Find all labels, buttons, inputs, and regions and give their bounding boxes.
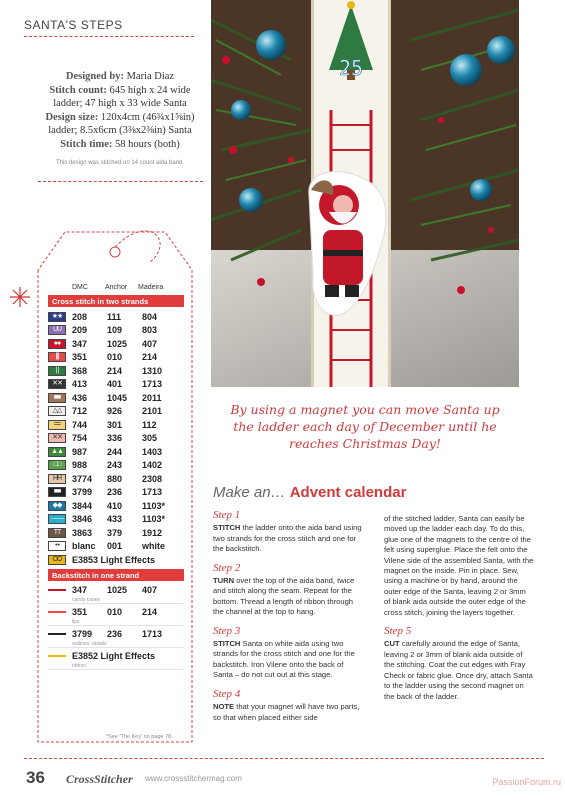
backstitch-note: ribbon — [48, 662, 184, 670]
anchor-code: 001 — [107, 541, 123, 552]
thread-row — [48, 351, 184, 365]
madeira-code: 1403 — [142, 446, 163, 457]
section-title: SANTA'S STEPS — [24, 18, 123, 32]
dmc-code: 351 — [72, 606, 88, 617]
madeira-code: 1912 — [142, 527, 163, 538]
symbol-swatch: == — [48, 420, 66, 430]
count-label: Stitch count: — [49, 84, 107, 96]
dmc-code: 368 — [72, 365, 88, 376]
anchor-code: 236 — [107, 628, 123, 639]
anchor-code: 401 — [107, 379, 123, 390]
anchor-code: 1045 — [107, 392, 128, 403]
advent-number: 25 — [338, 56, 364, 80]
anchor-code: 410 — [107, 500, 123, 511]
backstitch-light-effects: E3852 Light Effects — [72, 650, 156, 661]
thread-row — [48, 364, 184, 378]
magazine-brand: CrossStitcher — [66, 772, 133, 786]
symbol-swatch: △△ — [48, 406, 66, 416]
thread-row — [48, 486, 184, 500]
thread-row — [48, 391, 184, 405]
pull-quote: By using a magnet you can move Santa up the ladder each day of December until he reaches Christmas Day! — [230, 402, 500, 451]
anchor-code: 1025 — [107, 584, 128, 595]
symbol-swatch: □□ — [48, 460, 66, 470]
thread-row — [48, 378, 184, 392]
designer-label: Designed by: — [65, 71, 124, 82]
anchor-code: 243 — [107, 460, 123, 471]
header-dmc: DMC — [72, 284, 88, 291]
anchor-code: 1025 — [107, 338, 128, 349]
dmc-code: 347 — [72, 584, 88, 595]
dmc-code: 3846 — [72, 514, 93, 525]
snowflake-icon — [0, 282, 40, 312]
dmc-code: 988 — [72, 460, 88, 471]
anchor-code: 214 — [107, 365, 123, 376]
backstitch-row — [48, 628, 184, 648]
stitch-time: 58 hours (both) — [115, 138, 180, 150]
line-swatch — [48, 652, 66, 660]
product-photo — [211, 0, 519, 387]
dmc-code: 754 — [72, 433, 88, 444]
madeira-code: 112 — [142, 419, 157, 430]
madeira-code: 214 — [142, 352, 158, 363]
dmc-code: 351 — [72, 352, 88, 363]
step-4-continued: of the stitched ladder, Santa can easily be moved up the ladder each day. To do this, glue one of the magnets to the centre of the felt using superglue. Place the felt onto the Vilene side of the assembled Santa, with the magnet on the inside. Pin in place. Sew, using a machine or by hand, around the outer edge of the Santa, leaving 2 or 3mm of blank aida outside the outer edge of the cross stitch, joining the layers together. — [384, 514, 534, 617]
symbol-swatch: ▲▲ — [48, 447, 66, 457]
light-effects-row — [48, 553, 184, 567]
symbol-swatch: | | — [48, 366, 66, 376]
design-info — [40, 70, 200, 168]
dmc-code: 744 — [72, 419, 88, 430]
thread-row — [48, 513, 184, 527]
symbol-swatch: ★★ — [48, 312, 66, 322]
madeira-code: white — [142, 541, 166, 552]
header-anchor: Anchor — [105, 284, 128, 291]
madeira-code: 804 — [142, 311, 158, 322]
backstitch-note: lips — [48, 618, 184, 626]
madeira-code: 1713 — [142, 379, 163, 390]
madeira-code: 2101 — [142, 406, 163, 417]
dmc-code: 712 — [72, 406, 88, 417]
symbol-swatch: • • — [48, 541, 66, 551]
thread-row — [48, 472, 184, 486]
anchor-code: 301 — [107, 419, 123, 430]
madeira-code: 2308 — [142, 473, 163, 484]
step-2-title: Step 2 — [213, 561, 241, 574]
instructions-column-2 — [384, 514, 534, 710]
backstitch-note: candy canes — [48, 596, 184, 604]
size-label: Design size: — [45, 111, 99, 123]
step-3-title: Step 3 — [213, 624, 241, 637]
cross-stitch-rows — [48, 310, 184, 553]
madeira-code: 1103* — [142, 514, 166, 525]
symbol-swatch: ✕✕ — [48, 433, 66, 443]
dmc-code: 208 — [72, 311, 88, 322]
backstitch-special — [48, 650, 184, 670]
thread-row — [48, 526, 184, 540]
footer-rule — [24, 758, 544, 759]
anchor-code: 880 — [107, 473, 123, 484]
dmc-code: 209 — [72, 325, 88, 336]
time-label: Stitch time: — [60, 138, 113, 150]
step-3-text: STITCH Santa on white aida using two strands for the cross stitch and one for the backstitch. Iron Vilene onto the back of Santa – do not cut out at this stage. — [213, 639, 355, 680]
madeira-code: 803 — [142, 325, 158, 336]
madeira-code: 1310 — [142, 365, 163, 376]
section-rule — [24, 36, 194, 37]
anchor-code: 926 — [107, 406, 123, 417]
symbol-swatch: ■■ — [48, 487, 66, 497]
anchor-code: 433 — [107, 514, 123, 525]
heading-prefix: Make an… — [213, 484, 286, 501]
backstitch-row — [48, 606, 184, 626]
madeira-code: 1713 — [142, 628, 163, 639]
watermark: PassionForum.ru — [492, 777, 561, 787]
madeira-code: 214 — [142, 606, 158, 617]
anchor-code: 109 — [107, 325, 123, 336]
thread-row — [48, 432, 184, 446]
step-1-text: STITCH the ladder onto the aida band using two strands for the cross stitch and one for the backstitch. — [213, 523, 362, 554]
madeira-code: 305 — [142, 433, 158, 444]
anchor-code: 244 — [107, 446, 123, 457]
fabric-note: This design was stitched on 14 count aida band. — [55, 160, 185, 166]
backstitch-title: Backstitch in one strand — [48, 569, 184, 581]
thread-row — [48, 499, 184, 513]
thread-key — [48, 284, 184, 672]
step-4-text: NOTE that your magnet will have two parts, so that when placed either side — [213, 702, 360, 722]
backstitch-row — [48, 584, 184, 604]
symbol-swatch: |||| — [48, 352, 66, 362]
step-2-text: TURN over the top of the aida band, twice and stitch along the seam. Repeat for the bottom. Thread a length of ribbon through the channel at the top to hang. — [213, 576, 355, 617]
anchor-code: 379 — [107, 527, 123, 538]
designer: Maria Diaz — [126, 71, 175, 82]
line-swatch — [48, 630, 66, 638]
anchor-code: 336 — [107, 433, 123, 444]
cross-stitch-title: Cross stitch in two strands — [48, 295, 184, 307]
dmc-code: 3844 — [72, 500, 93, 511]
dmc-code: 347 — [72, 338, 88, 349]
instructions-column-1 — [213, 508, 363, 731]
see-key-note: *See 'The Key' on page 78. — [106, 734, 173, 740]
symbol-swatch: ●● — [48, 339, 66, 349]
thread-row — [48, 445, 184, 459]
section-heading — [213, 484, 406, 501]
madeira-code: 1103* — [142, 500, 166, 511]
key-headers — [48, 284, 184, 294]
thread-row — [48, 459, 184, 473]
madeira-code: 1713 — [142, 487, 163, 498]
symbol-swatch: HH — [48, 474, 66, 484]
thread-row — [48, 405, 184, 419]
madeira-code: 1402 — [142, 460, 163, 471]
symbol-swatch: UU — [48, 325, 66, 335]
stitch-count: 645 high x 24 wide ladder; 47 high x 33 wide Santa — [53, 84, 191, 109]
line-swatch — [48, 586, 66, 594]
madeira-code: 407 — [142, 338, 158, 349]
page-number: 36 — [26, 768, 45, 787]
step-5-text: CUT carefully around the edge of Santa, leaving 2 or 3mm of blank aida outside of the stitching. Coat the cut edges with Fray Check or fabric glue. Once dry, attach Santa to the ladder using the second magnet on the back of the ladder. — [384, 639, 533, 701]
madeira-code: 407 — [142, 584, 158, 595]
thread-row — [48, 337, 184, 351]
light-effects-label: E3853 Light Effects — [72, 554, 156, 565]
anchor-code: 236 — [107, 487, 123, 498]
backstitch-rows — [48, 584, 184, 648]
symbol-swatch: ■■ — [48, 393, 66, 403]
step-5-title: Step 5 — [384, 625, 412, 638]
dmc-code: 3799 — [72, 487, 93, 498]
anchor-code: 010 — [107, 606, 123, 617]
design-size: 120x4cm (46¾x1⅝in) ladder; 8.5x6cm (3⅜x2⅜in) Santa — [48, 111, 195, 136]
heading-title: Advent calendar — [289, 484, 407, 501]
symbol-swatch: TT — [48, 528, 66, 538]
backstitch-note: outlines, details — [48, 640, 184, 648]
dmc-code: blanc — [72, 541, 96, 552]
dmc-code: 436 — [72, 392, 88, 403]
magazine-url: www.crossstitchermag.com — [145, 774, 242, 783]
dmc-code: 3799 — [72, 628, 93, 639]
dmc-code: 3774 — [72, 473, 93, 484]
symbol-swatch: ✕✕ — [48, 379, 66, 389]
thread-row — [48, 324, 184, 338]
symbol-swatch: OO — [48, 555, 66, 565]
thread-row — [48, 310, 184, 324]
line-swatch — [48, 608, 66, 616]
dmc-code: 3863 — [72, 527, 93, 538]
thread-row — [48, 418, 184, 432]
info-rule — [38, 181, 203, 182]
step-1-title: Step 1 — [213, 509, 241, 521]
dmc-code: 987 — [72, 446, 88, 457]
step-4-title: Step 4 — [213, 687, 241, 700]
dmc-code: 413 — [72, 379, 88, 390]
header-madeira: Madeira — [138, 284, 164, 291]
thread-row — [48, 540, 184, 554]
anchor-code: 111 — [107, 311, 122, 322]
anchor-code: 010 — [107, 352, 123, 363]
symbol-swatch: ◆◆ — [48, 501, 66, 511]
madeira-code: 2011 — [142, 392, 162, 403]
symbol-swatch: —— — [48, 514, 66, 524]
